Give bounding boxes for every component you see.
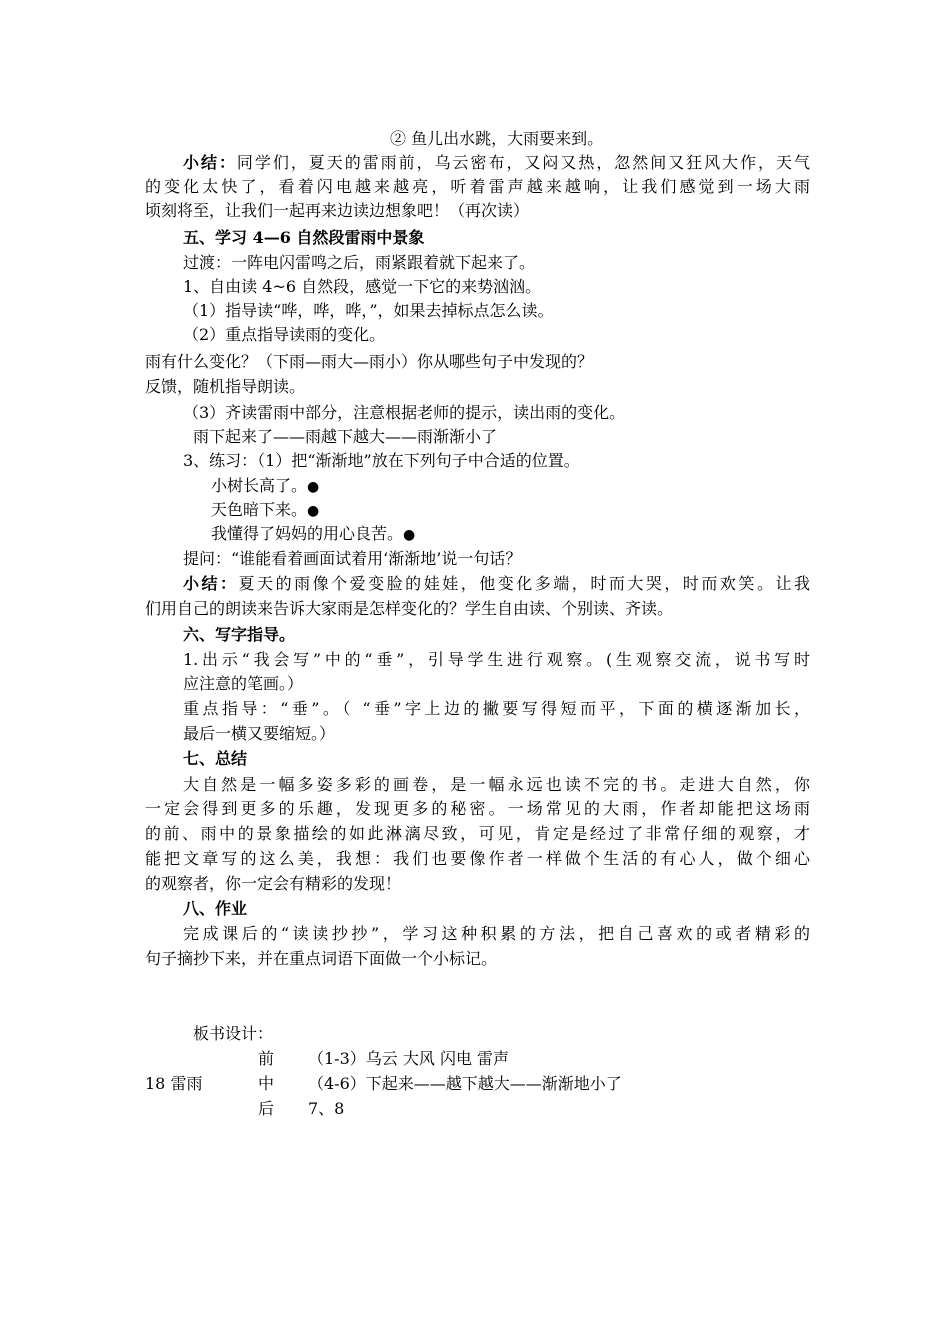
bullet-icon: ● [307, 503, 320, 519]
board-row-part: 后 [258, 1099, 275, 1118]
text-line: 重点指导：“垂”。（ “垂”字上边的撇要写得短而平，下面的横逐渐加长， [183, 699, 810, 718]
board-row-content: （4-6）下起来——越下越大——渐渐地小了 [308, 1074, 622, 1093]
summary-paragraph-line: 们用自己的朗读来告诉大家雨是怎样变化的？学生自由读、个别读、齐读。 [145, 599, 674, 618]
exercise-sentence: 小树长高了。● [211, 476, 320, 495]
section-heading: 六、写字指导。 [183, 625, 296, 644]
text-line: 应注意的笔画。） [183, 674, 304, 693]
text-line: （3）齐读雷雨中部分，注意根据老师的提示，读出雨的变化。 [183, 403, 626, 422]
summary-label: 小结： [183, 574, 239, 593]
text-line: 雨有什么变化？（下雨—雨大—雨小）你从哪些句子中发现的？ [145, 352, 594, 371]
text-line: （2）重点指导读雨的变化。 [183, 325, 386, 344]
board-row-content: 7、8 [308, 1099, 345, 1118]
summary-label: 小结： [183, 153, 237, 172]
board-row-content: （1-3）乌云 大风 闪电 雷声 [308, 1049, 510, 1068]
section-heading: 五、学习 4—6 自然段雷雨中景象 [183, 228, 425, 247]
text-line: 3、练习：（1）把“渐渐地”放在下列句子中合适的位置。 [183, 451, 580, 470]
text-line: ② 鱼儿出水跳，大雨要来到。 [390, 129, 604, 148]
bullet-icon: ● [403, 527, 416, 543]
bullet-icon: ● [307, 479, 320, 495]
text-line: 最后一横又要缩短。） [183, 724, 336, 743]
text-line: 反馈，随机指导朗读。 [145, 377, 306, 396]
exercise-sentence: 天色暗下来。● [211, 500, 320, 519]
text-line: （1）指导读“哗，哗，哗，”，如果去掉标点怎么读。 [183, 301, 554, 320]
section-heading: 七、总结 [183, 749, 248, 768]
board-lesson-title: 18 雷雨 [145, 1074, 203, 1093]
text-line: 雨下起来了——雨越下越大——雨渐渐小了 [193, 427, 498, 446]
exercise-sentence: 我懂得了妈妈的用心良苦。● [211, 524, 416, 543]
text-line: 1.出示“我会写”中的“垂”，引导学生进行观察。(生观察交流，说书写时 [183, 650, 810, 669]
board-design-heading: 板书设计： [193, 1024, 274, 1043]
text-line: 过渡：一阵电闪雷鸣之后，雨紧跟着就下起来了。 [183, 253, 536, 272]
text-line: 1、自由读 4~6 自然段，感觉一下它的来势汹汹。 [183, 277, 542, 296]
conclusion-line: 的观察者，你一定会有精彩的发现！ [145, 874, 402, 893]
summary-paragraph-line: 小结：夏天的雨像个爱变脸的娃娃，他变化多端，时而大哭，时而欢笑。让我 [183, 574, 810, 593]
homework-line: 完成课后的“读读抄抄”，学习这种积累的方法，把自己喜欢的或者精彩的 [183, 924, 810, 943]
summary-paragraph-line: 小结：同学们，夏天的雷雨前，乌云密布，又闷又热，忽然间又狂风大作，天气 [183, 153, 810, 172]
conclusion-line: 大自然是一幅多姿多彩的画卷，是一幅永远也读不完的书。走进大自然，你 [183, 775, 810, 794]
board-row-part: 前 [258, 1049, 275, 1068]
summary-paragraph-line: 顷刻将至，让我们一起再来边读边想象吧！（再次读） [145, 201, 530, 220]
section-heading: 八、作业 [183, 899, 248, 918]
conclusion-line: 一定会得到更多的乐趣，发现更多的秘密。一场常见的大雨，作者却能把这场雨 [145, 799, 810, 818]
conclusion-line: 能把文章写的这么美，我想：我们也要像作者一样做个生活的有心人，做个细心 [145, 849, 810, 868]
summary-paragraph-line: 的变化太快了，看着闪电越来越亮，听着雷声越来越响，让我们感觉到一场大雨 [145, 177, 810, 196]
conclusion-line: 的前、雨中的景象描绘的如此淋漓尽致，可见，肯定是经过了非常仔细的观察，才 [145, 824, 810, 843]
text-line: 提问：“谁能看着画面试着用‘渐渐地’说一句话？ [183, 549, 522, 568]
homework-line: 句子摘抄下来，并在重点词语下面做一个小标记。 [145, 949, 498, 968]
board-row-part: 中 [258, 1074, 275, 1093]
